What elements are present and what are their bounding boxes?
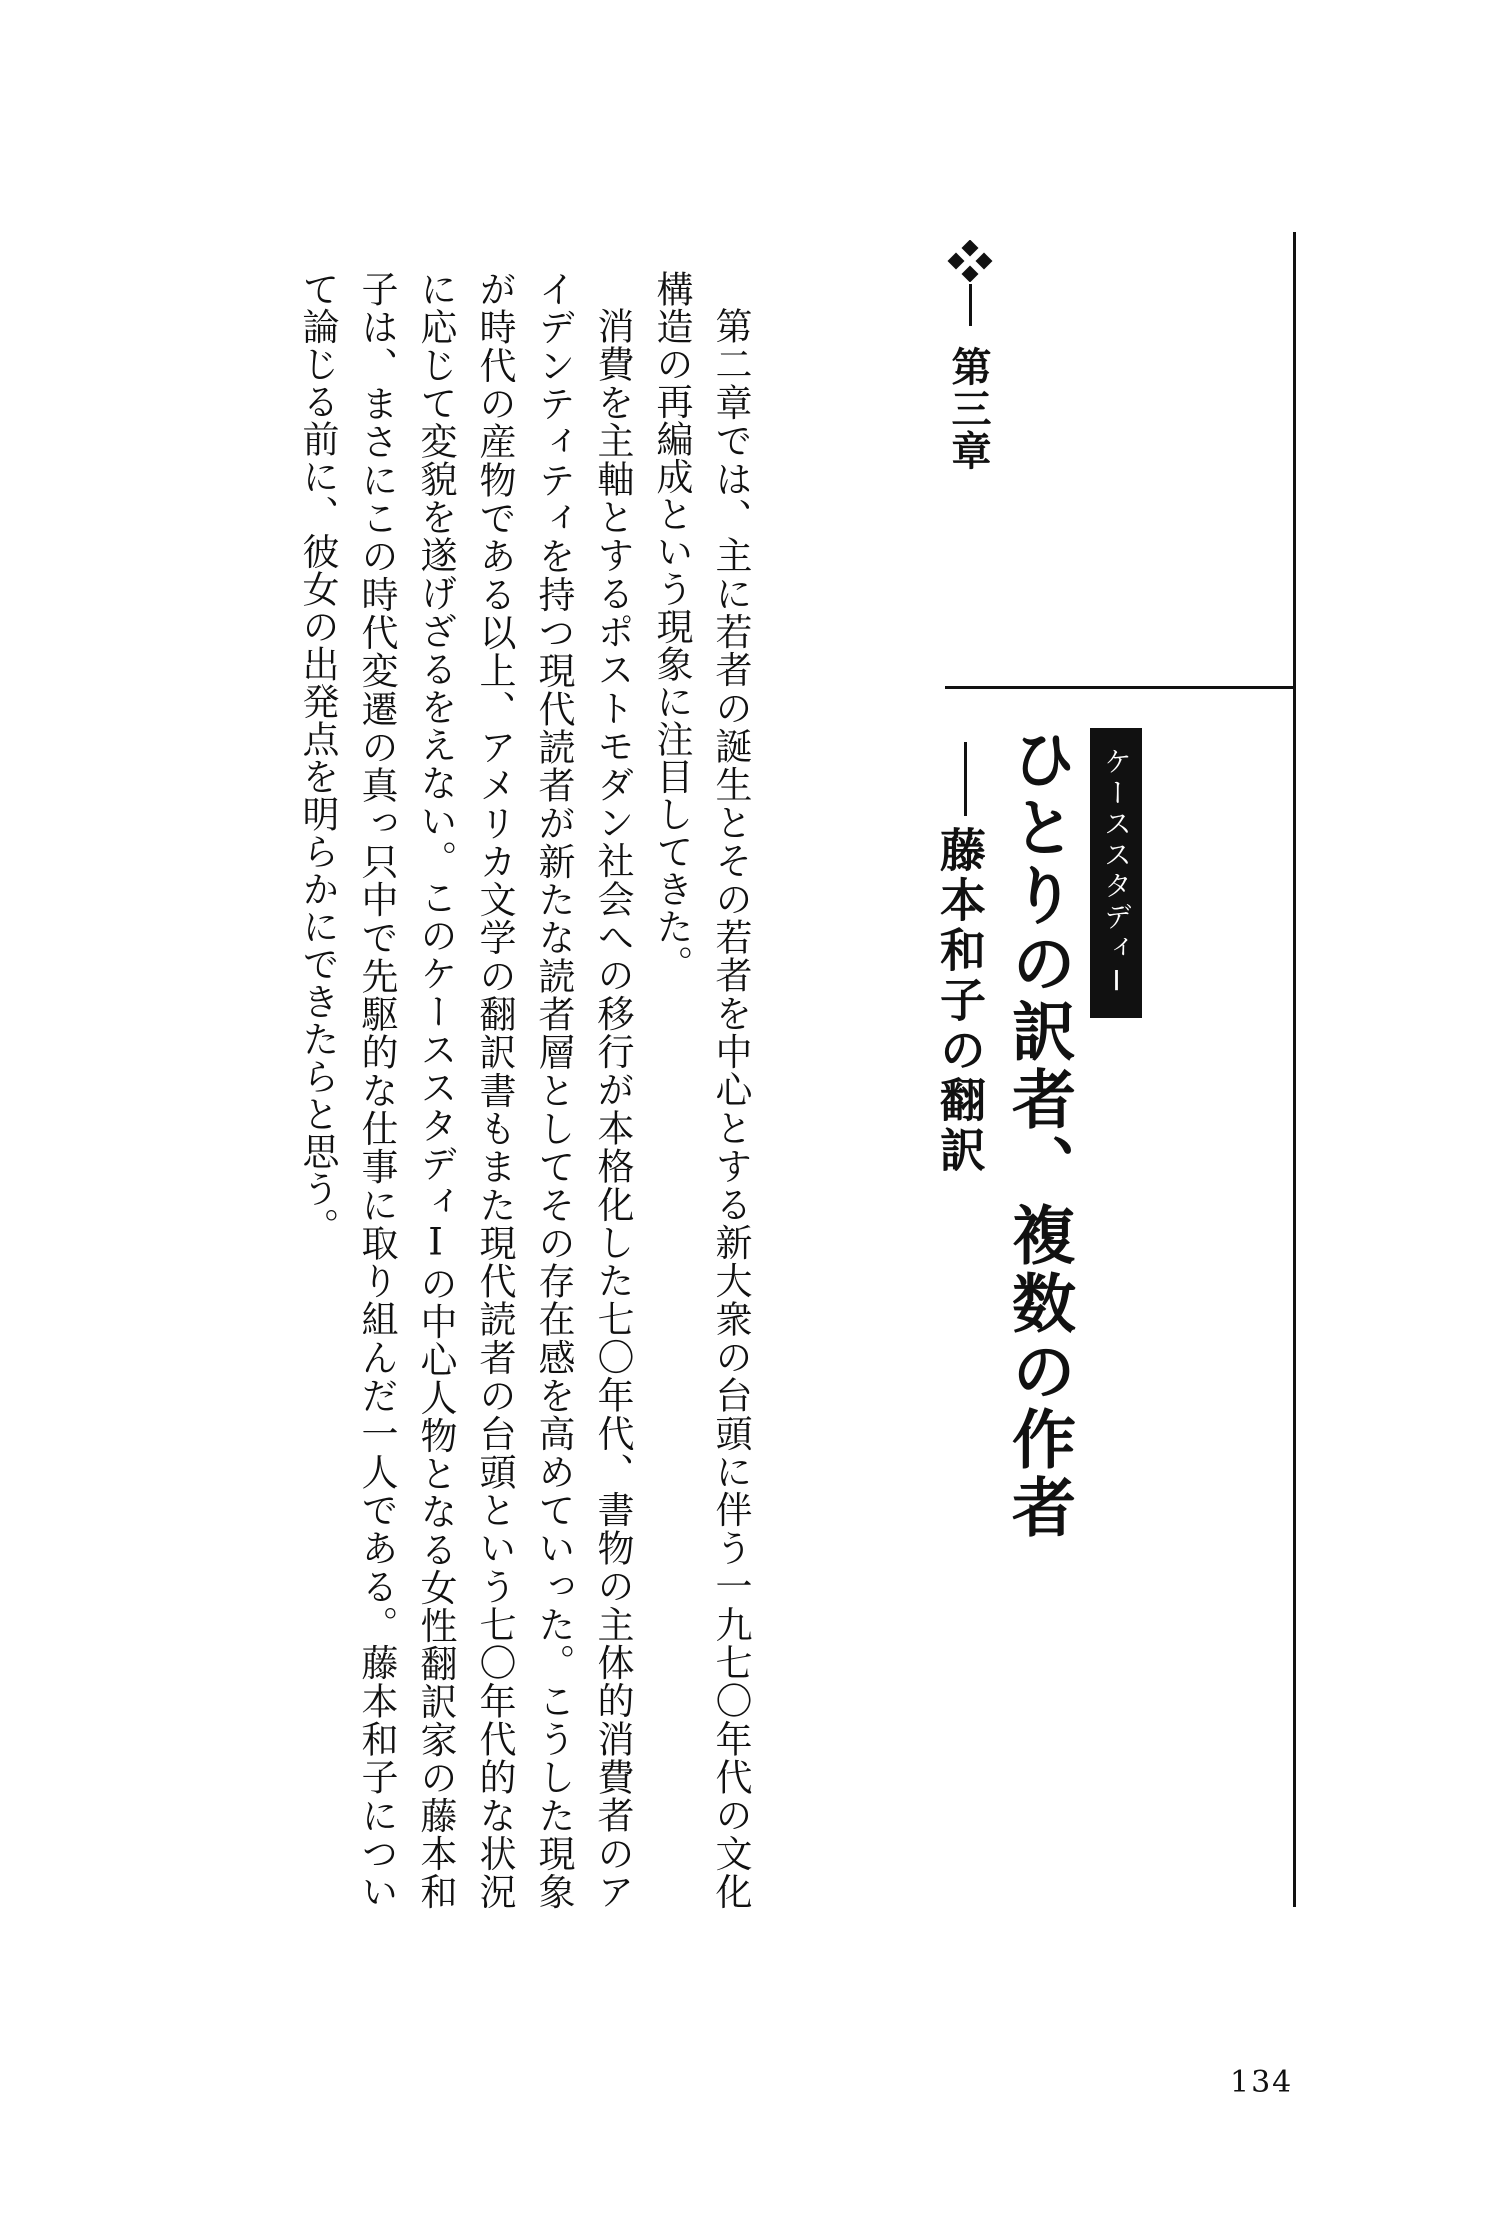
- body-paragraph: 消費を主軸とするポストモダン社会への移行が本格化した七〇年代、書物の主体的消費者のアイデンティティを持つ現代読者が新たな読者層としてその存在感を高めていった。こうした現象が時代の産物である以上、アメリカ文学の翻訳書もまた現代読者の台頭という七〇年代的な状況に応じて変貌を遂げざるをえない。このケーススタディⅠの中心人物となる女性翻訳家の藤本和子は、まさにこの時代変遷の真っ只中で先駆的な仕事に取り組んだ一人である。藤本和子について論じる前に、彼女の出発点を明らかにできたらと思う。: [296, 270, 634, 1910]
- diamond-cluster-icon: [940, 240, 1000, 282]
- case-study-badge: [1090, 728, 1142, 1018]
- body-text: [230, 270, 760, 1910]
- chapter-marker: [940, 240, 1000, 500]
- header-horizontal-rule: [945, 686, 1293, 689]
- section-subtitle: 藤本和子の翻訳: [933, 826, 987, 1176]
- case-study-badge-text: ケーススタディⅠ: [1100, 746, 1133, 1000]
- header-vertical-rule: [1293, 232, 1296, 1907]
- chapter-label: 第三章: [945, 346, 992, 472]
- body-paragraph: 第二章では、主に若者の誕生とその若者を中心とする新大衆の台頭に伴う一九七〇年代の文化構造の再編成という現象に注目してきた。: [650, 270, 752, 1910]
- page-number: 134: [1230, 2065, 1294, 2100]
- chapter-connector-line: [969, 284, 972, 326]
- section-title: ひとりの訳者、複数の作者: [1001, 726, 1076, 1542]
- subtitle-dash: [964, 742, 967, 816]
